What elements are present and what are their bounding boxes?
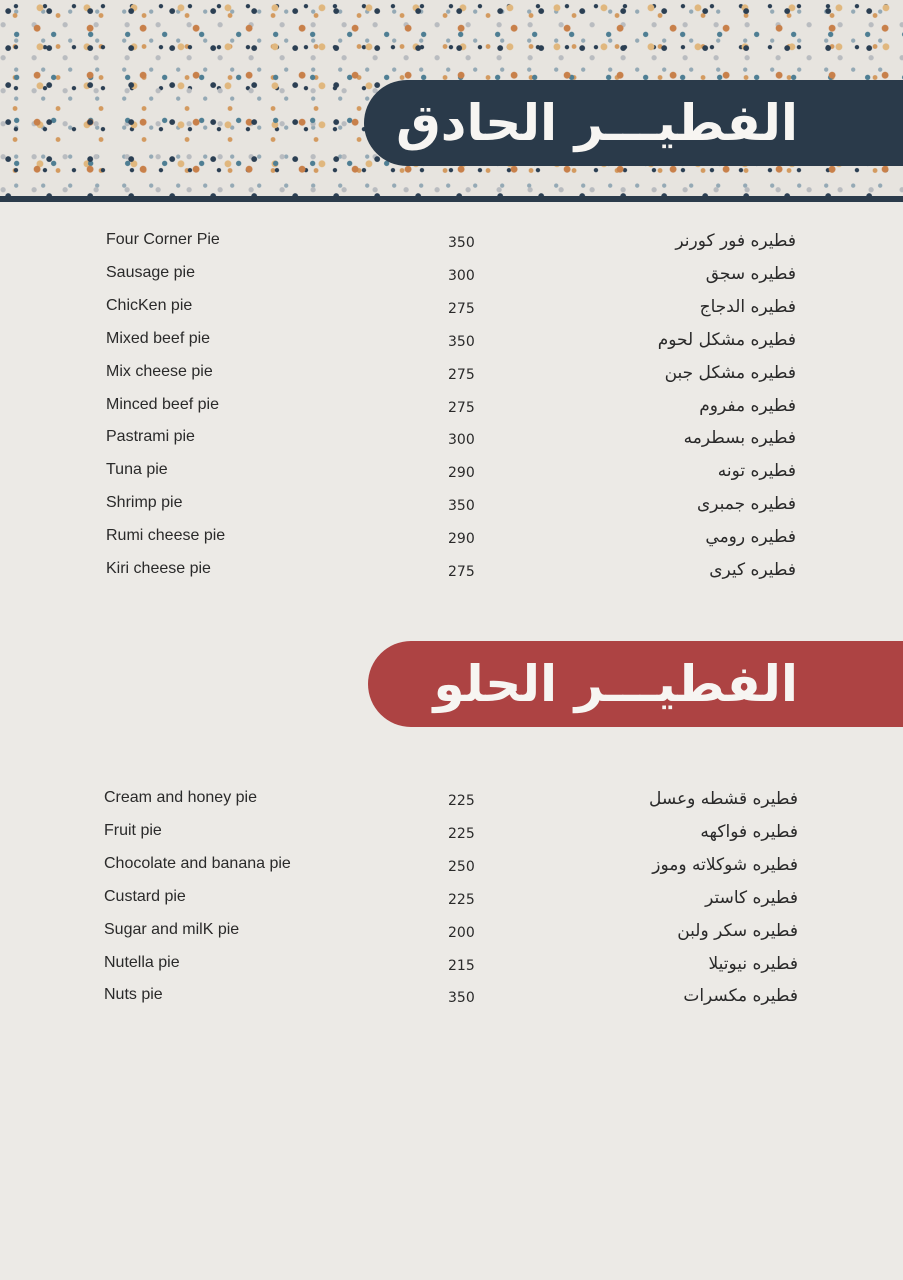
menu-item-arabic-name: فطيره سجق: [705, 263, 796, 284]
menu-item-arabic-name: فطيره رومي: [705, 527, 796, 548]
menu-item-price: 300: [448, 267, 475, 284]
menu-item-row: [0, 888, 903, 914]
savory-section-title: الفطيـــر الحادق: [396, 94, 798, 152]
menu-item-arabic-name: فطيره فواكهه: [700, 821, 798, 842]
menu-item-row: [0, 494, 903, 520]
menu-item-row: [0, 297, 903, 323]
menu-item-english-name: ChicKen pie: [106, 296, 193, 314]
menu-item-price: 215: [448, 957, 475, 974]
menu-item-price: 200: [448, 924, 475, 941]
menu-item-price: 350: [448, 333, 475, 350]
menu-item-arabic-name: فطيره كاستر: [705, 887, 798, 908]
menu-item-price: 300: [448, 432, 475, 449]
menu-item-price: 225: [448, 793, 475, 809]
menu-item-price: 275: [448, 564, 475, 580]
menu-item-price: 290: [448, 531, 475, 548]
menu-item-row: [0, 921, 903, 947]
menu-item-price: 275: [448, 300, 475, 317]
menu-item-row: [0, 461, 903, 487]
menu-item-english-name: Sugar and milK pie: [104, 920, 240, 938]
menu-item-arabic-name: فطيره تونه: [717, 461, 796, 482]
menu-item-row: [0, 330, 903, 356]
menu-item-price: 350: [448, 498, 475, 515]
menu-item-arabic-name: فطيره مفروم: [699, 395, 796, 416]
header-divider: [0, 196, 903, 202]
menu-item-price: 225: [448, 891, 475, 908]
menu-item-english-name: Four Corner Pie: [106, 231, 220, 248]
menu-item-price: 350: [448, 990, 475, 1007]
sweet-section-banner: [368, 641, 903, 727]
menu-item-arabic-name: فطيره مشكل جبن: [664, 362, 796, 383]
menu-item-english-name: Cream and honey pie: [104, 789, 257, 806]
menu-item-row: [0, 954, 903, 980]
menu-item-english-name: Sausage pie: [106, 263, 195, 281]
menu-item-row: [0, 527, 903, 553]
menu-item-row: [0, 231, 903, 257]
menu-item-price: 275: [448, 366, 475, 383]
menu-item-price: 250: [448, 858, 475, 875]
menu-item-row: [0, 264, 903, 290]
menu-item-english-name: Custard pie: [104, 887, 186, 905]
menu-item-english-name: Minced beef pie: [106, 395, 219, 413]
menu-item-row: [0, 363, 903, 389]
menu-item-row: [0, 822, 903, 848]
menu-item-arabic-name: فطيره مكسرات: [683, 986, 798, 1007]
menu-item-english-name: Tuna pie: [106, 461, 168, 479]
menu-item-arabic-name: فطيره بسطرمه: [683, 428, 796, 449]
menu-item-row: [0, 560, 903, 586]
menu-item-english-name: Nuts pie: [104, 986, 163, 1004]
menu-item-row: [0, 789, 903, 815]
menu-item-english-name: Nutella pie: [104, 953, 180, 971]
menu-item-arabic-name: فطيره فور كورنر: [675, 231, 796, 251]
menu-item-row: [0, 428, 903, 454]
menu-item-arabic-name: فطيره جمبرى: [696, 494, 796, 515]
menu-item-english-name: Shrimp pie: [106, 494, 183, 512]
menu-item-row: [0, 396, 903, 422]
menu-item-english-name: Chocolate and banana pie: [104, 854, 291, 872]
menu-item-english-name: Rumi cheese pie: [106, 527, 226, 545]
menu-item-arabic-name: فطيره الدجاج: [699, 296, 796, 317]
menu-item-price: 350: [448, 235, 475, 251]
menu-item-price: 290: [448, 465, 475, 482]
menu-item-arabic-name: فطيره نيوتيلا: [708, 953, 798, 974]
menu-item-arabic-name: فطيره سكر ولبن: [677, 920, 798, 941]
menu-item-price: 225: [448, 825, 475, 842]
menu-item-english-name: Mix cheese pie: [106, 362, 213, 380]
menu-item-arabic-name: فطيره قشطه وعسل: [648, 789, 798, 809]
savory-section-banner: [364, 80, 903, 166]
menu-item-english-name: Mixed beef pie: [106, 329, 211, 347]
menu-item-row: [0, 986, 903, 1012]
menu-item-arabic-name: فطيره كيرى: [709, 560, 796, 580]
menu-item-english-name: Kiri cheese pie: [106, 560, 211, 577]
sweet-section-title: الفطيـــر الحلو: [433, 655, 798, 713]
menu-item-arabic-name: فطيره شوكلاته وموز: [652, 854, 798, 875]
menu-item-english-name: Fruit pie: [104, 821, 162, 839]
menu-item-english-name: Pastrami pie: [106, 428, 195, 446]
menu-item-arabic-name: فطيره مشكل لحوم: [657, 329, 796, 350]
menu-item-price: 275: [448, 399, 475, 416]
menu-item-row: [0, 855, 903, 881]
